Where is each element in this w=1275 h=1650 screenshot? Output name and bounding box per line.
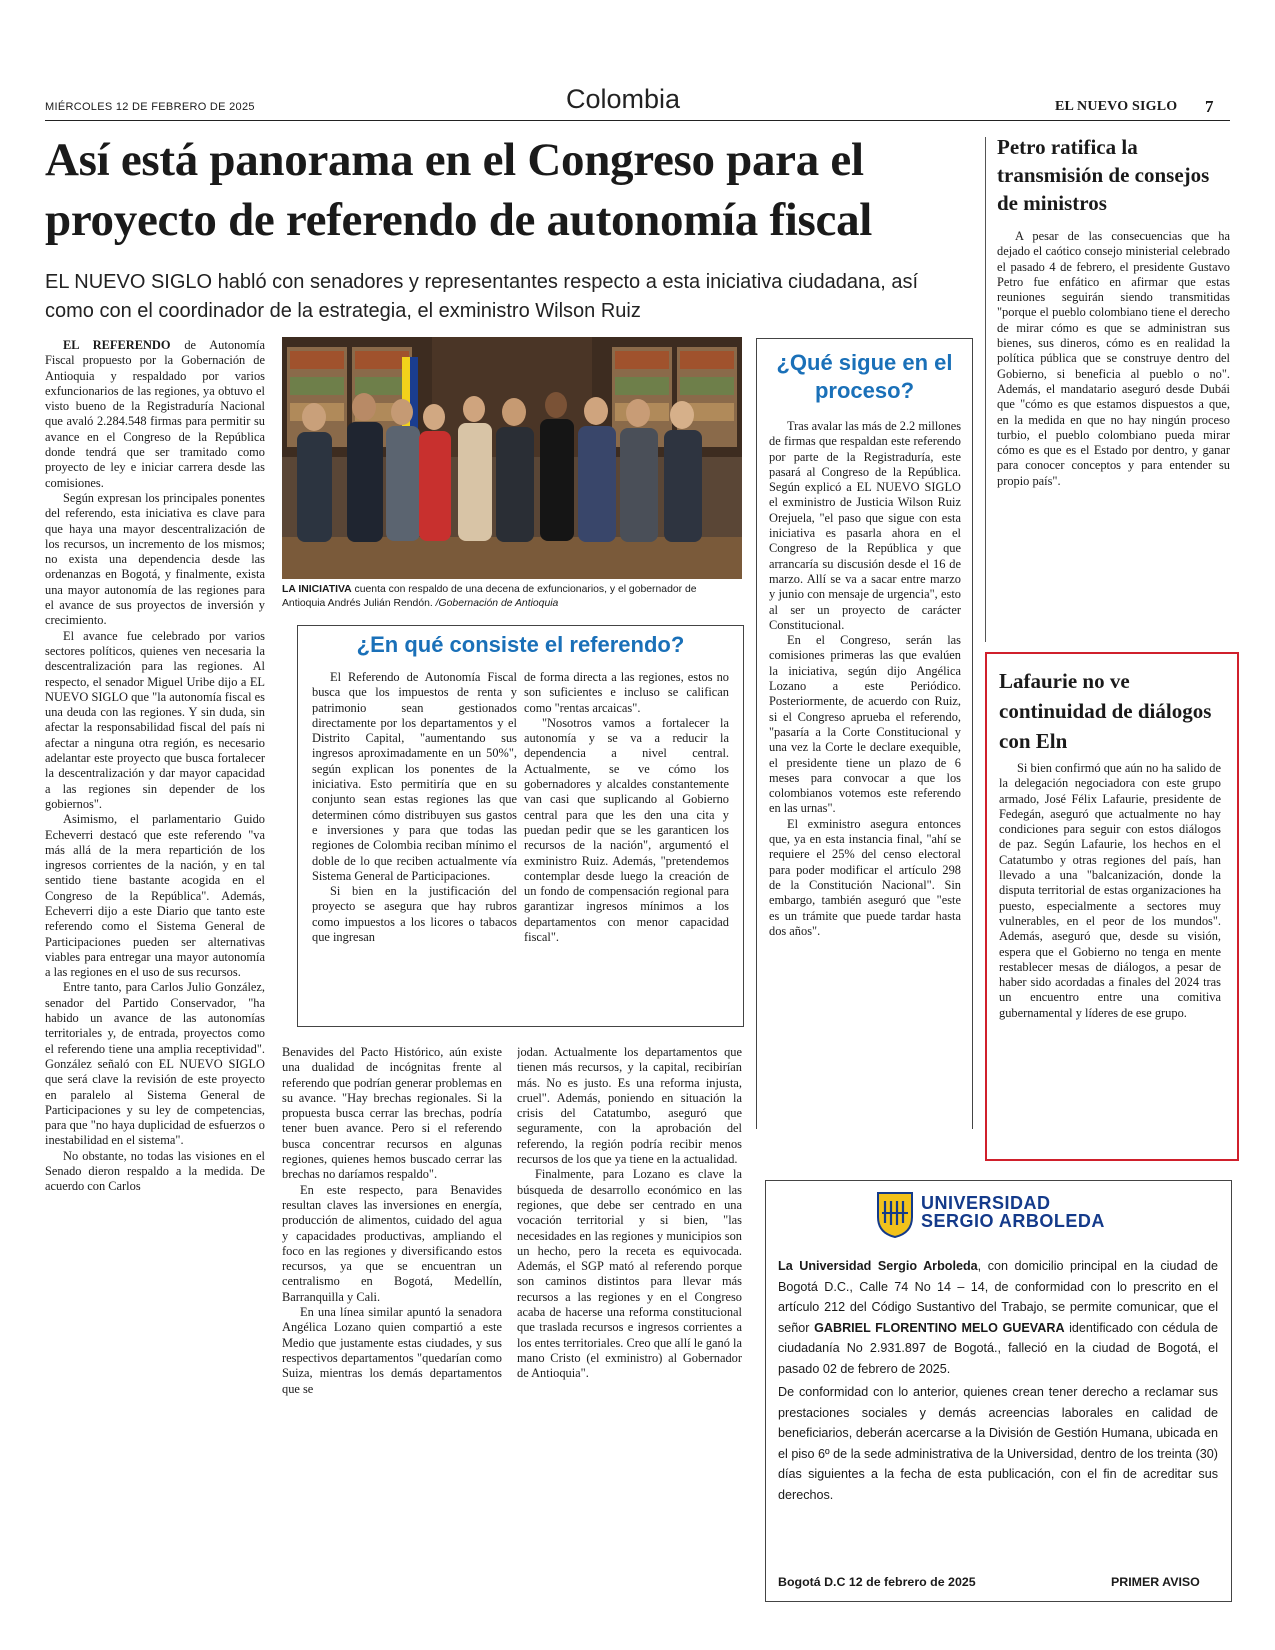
box-consiste-p4: "Nosotros vamos a fortalecer la autonomía y se va a reducir la dependencia a nivel central. Actualmente, se ve cómo los gobernadores y alcaldes constantemente van casi que suplicando al Gobierno central para que les den una cita y puedan pedir que se les garanticen los recursos de la nación", argumentó el exministro Ruiz. Además, "pretendemos contemplar desde luego la creación de un fondo de compensación regional para garantizar ingresos mínimos a los departamentos con menor capacidad fiscal".	[524, 715, 729, 945]
article-p6: No obstante, no todas las visiones en el Senado dieron respaldo a la medida. De acuerdo con Carlos	[45, 1148, 265, 1194]
group-photo	[282, 337, 742, 579]
notice-person: GABRIEL FLORENTINO MELO GUEVARA	[814, 1320, 1065, 1335]
notice-text-a: , con domicilio principal en la ciudad de Bogotá D.C., Calle 74 No 14 – 14, de conformidad con lo prescrito en el artículo 212 del Código Sustantivo del Trabajo, se permite comunicar, que el señor	[778, 1259, 1218, 1335]
article-column-3	[517, 1045, 742, 1545]
article-p3: El avance fue celebrado por varios sectores políticos, quienes ven necesaria la descentralización para las regiones. Al respecto, el senador Miguel Uribe dijo a EL NUEVO SIGLO que "la autonomía fiscal es una deuda con las regiones. Y sin duda, sin afectar la responsabilidad fiscal del país ni afectar a ninguna otra región, es necesario adelantar este proyecto que busca fortalecer la descentralización y dar mayor capacidad a las regiones sin depender de los gobiernos".	[45, 628, 265, 811]
box-consiste-col2	[524, 670, 729, 945]
box-consiste-title: ¿En qué consiste el referendo?	[356, 632, 685, 657]
notice-date: Bogotá D.C 12 de febrero de 2025	[778, 1575, 976, 1589]
article-p2: Según expresan los principales ponentes del referendo, esta iniciativa es clave para que haya una mayor descentralización de los recursos, un incremento de los mismos; no exista una dependencia desde las ordenanzas en Bogotá, y finalmente, exista una mayor autonomía de las regiones para el avance de sus proyectos de inversión y crecimiento.	[45, 490, 265, 628]
university-notice	[765, 1180, 1232, 1602]
box-sigue-text	[769, 419, 961, 939]
issue-date: MIÉRCOLES 12 DE FEBRERO DE 2025	[45, 101, 255, 113]
sidebar-lafaurie-title: Lafaurie no ve continuidad de diálogos con Eln	[999, 669, 1212, 753]
box-sigue	[756, 338, 973, 1129]
sidebar-lafaurie-text	[999, 761, 1221, 1021]
article-col3-p1: jodan. Actualmente los departamentos que tienen más recursos, y la capital, recibirían más. No es justo. Es una reforma injusta, cruel". Además, poniendo en situación la crisis del Catatumbo, aseguró que seguramente, con la aprobación del referendo, la región podría recibir menos recursos de los que ya tiene en la actualidad.	[517, 1045, 742, 1167]
notice-label: PRIMER AVISO	[1111, 1575, 1200, 1589]
box-consiste-p2: Si bien en la justificación del proyecto se asegura que hay rubros como impuestos a los licores o tabacos que ingresan	[312, 884, 517, 945]
sidebar-petro-text	[997, 229, 1230, 489]
notice-institution: La Universidad Sergio Arboleda	[778, 1259, 978, 1273]
article-col2-p3: En una línea similar apuntó la senadora Angélica Lozano quien compartió a este Medio que justamente estas ciudades, y sus respectivos departamentos "quedarían como Suiza, mientras los demás departamentos que se	[282, 1305, 502, 1396]
notice-paragraph-1	[778, 1256, 1218, 1379]
article-lead: EL REFERENDO	[63, 338, 171, 352]
header-rule	[45, 120, 1230, 121]
sidebar-petro-title: Petro ratifica la transmisión de consejos de ministros	[997, 135, 1210, 215]
box-consiste	[297, 625, 744, 1027]
article-col2-p2: En este respecto, para Benavides resultan claves las inversiones en energía, producción de alimentos, cuidado del agua y capacidades productivas, ampliando el foco en las regiones y diversificando estos recursos, ya que se encuentran un centralismo en Bogotá, Medellín, Barranquilla y Cali.	[282, 1182, 502, 1304]
notice-text-b: identificado con cédula de ciudadanía No 2.931.897 de Bogotá., falleció en la ciudad de Bogotá, el pasado 02 de febrero de 2025.	[778, 1320, 1218, 1376]
page-number: 7	[1205, 97, 1214, 116]
box-consiste-p3: de forma directa a las regiones, estos no son suficientes e incluso se califican como "rentas arcaicas".	[524, 670, 729, 715]
article-column-1	[45, 338, 265, 1538]
masthead: EL NUEVO SIGLO	[1055, 99, 1178, 114]
section-name: Colombia	[566, 84, 681, 114]
article-col2-p1: Benavides del Pacto Histórico, aún existe una dualidad de incógnitas frente al referendo que podrían generar problemas en su avance. "Hay brechas regionales. Si la propuesta busca cerrar las brechas, podría tener buen avance. Pero si el referendo busca concentrar recursos en algunas regiones, quienes hemos buscado cerrar las brechas no daríamos respaldo".	[282, 1045, 502, 1182]
group-photo-illustration	[282, 337, 742, 579]
sidebar-lafaurie-p1: Si bien confirmó que aún no ha salido de la delegación negociadora con este grupo armado, José Félix Lafaurie, presidente de Fedegán, aseguró que actualmente no hay condiciones para seguir con estos diálogos de paz. Según Lafaurie, los hechos en el Catatumbo y otras regiones del país, han llevado a una "balcanización, donde la disputa territorial de estas organizaciones ha puesto, especialmente a sectores muy vulnerables, en el peor de los mundos". Además, aseguró que, desde su visión, espera que el Gobierno no tenga en mente restablecer mesas de diálogos, a pesar de haber sido acordadas a finales del 2024 tras un encuentro entre una comitiva gubernamental y líderes de ese grupo.	[999, 761, 1221, 1020]
article-p4: Asimismo, el parlamentario Guido Echeverri destacó que este referendo "va más allá de la mera repartición de los ingresos corrientes de la nación, y en tal sentido tiene bastante acogida en el Congreso de la República". Además, Echeverri dijo a este Diario que tanto este referendo como el Sistema General de Participaciones pueden ser alternativas viables para entregar una mayor autonomía a las regiones en el uso de sus recursos.	[45, 812, 265, 980]
notice-paragraph-2: De conformidad con lo anterior, quienes crean tener derecho a reclamar sus prestaciones sociales y demás acreencias laborales en calidad de beneficiarios, deberán acercarse a la División de Gestión Humana, ubicada en el piso 6º de la sede administrativa de la Universidad, dentro de los treinta (30) días siguientes a la fecha de esta publicación, con el fin de acreditar sus derechos.	[778, 1385, 1218, 1502]
sidebar-lafaurie-box	[985, 652, 1239, 1161]
university-name-line1: UNIVERSIDAD	[921, 1193, 1051, 1213]
article-column-2	[282, 1045, 502, 1545]
box-consiste-col1	[312, 670, 517, 945]
sidebar-petro-p1: A pesar de las consecuencias que ha dejado el caótico consejo ministerial celebrado el pasado 4 de febrero, el presidente Gustavo Petro fue enfático en afirmar que estas reuniones seguirán siendo transmitidas "porque el pueblo colombiano tiene el derecho de mirar cómo es que se administran sus bienes, sus dineros, cómo es en realidad la política pública que se construye dentro del Gobierno, si beneficia al pueblo o no". Además, el mandatario aseguró desde Dubái que "cómo es que estamos dispuestos a que, en la medida en que no hay ningún proceso turbio, el pueblo colombiano pueda mirar cómo es que es el Estado por dentro, y ganar para conocer conceptos y para entender su propio país".	[997, 229, 1230, 488]
photo-caption	[282, 583, 742, 611]
main-headline: Así está panorama en el Congreso para el proyecto de referendo de autonomía fiscal	[45, 134, 873, 246]
main-subhead: EL NUEVO SIGLO habló con senadores y representantes respecto a esta iniciativa ciudadana, así como con el coordinador de la estrategia, el exministro Wilson Ruiz	[45, 271, 919, 322]
caption-text: cuenta con respaldo de una decena de exfuncionarios, y el gobernador de Antioquia Andrés Julián Rendón.	[282, 584, 697, 609]
box-consiste-p1: El Referendo de Autonomía Fiscal busca que los impuestos de renta y patrimonio sean gestionados directamente por los departamentos y el Distrito Capital, "aumentando sus ingresos aproximadamente en un 50%", según explican los ponentes de la iniciativa. Esto permitiría que en su conjunto sean estas regiones las que determinen cómo distribuyen sus gastos e inversiones y para que todas las regiones de Colombia reciban mínimo el doble de lo que reciben actualmente vía Sistema General de Participaciones.	[312, 670, 517, 883]
university-shield-icon	[876, 1191, 914, 1239]
box-sigue-p2: En el Congreso, serán las comisiones primeras las que evalúen la iniciativa, según dijo Angélica Lozano a este Periódico. Posteriormente, de acuerdo con Ruiz, si el Congreso aprueba el referendo, "pasaría a la Corte Constitucional y una vez la Corte le declare exequible, el presidente tiene un plazo de 6 meses para convocar a que los colombianos votemos este referendo en las urnas".	[769, 633, 961, 816]
caption-label: LA INICIATIVA	[282, 584, 352, 595]
box-sigue-title: ¿Qué sigue en el proceso?	[776, 350, 953, 403]
sidebar-rule	[985, 137, 986, 642]
article-col3-p2: Finalmente, para Lozano es clave la búsqueda de desarrollo económico en las regiones, que debe ser centrado en una vocación territorial y si bien, "las necesidades en las regiones y municipios son un hecho, pero la receta es equivocada. Además, el SGP mató al referendo porque son caminos distintos para llevar más recursos a las regiones y en el Congreso acaba de hacerse una reforma constitucional que traslada recursos e ingresos corrientes a los entes territoriales. Creo que allí le ganó la mano Cristo (el exministro) al Gobernador de Antioquia".	[517, 1167, 742, 1381]
caption-credit: /Gobernación de Antioquia	[432, 598, 559, 609]
box-sigue-p1: Tras avalar las más de 2.2 millones de firmas que respaldan este referendo por parte de la Registraduría, este pasará al Congreso de la República. Según explicó a EL NUEVO SIGLO el exministro de Justicia Wilson Ruiz Orejuela, "el paso que sigue con esta iniciativa es pasarla ahora en el Congreso de la República y que arrancaría su discusión desde el 16 de marzo. Allí se va a sacar entre marzo y junio con mensaje de urgencia", esto al ser un proyecto de carácter Constitucional.	[769, 419, 962, 632]
university-name-line2: SERGIO ARBOLEDA	[921, 1211, 1105, 1231]
box-sigue-p3: El exministro asegura entonces que, ya en esta instancia final, "ahí se requiere el 25% del censo electoral para poder modificar el artículo 298 de la Constitución Nacional". Sin embargo, también aseguró que "este es un trámite que puede tardar hasta dos años".	[769, 816, 961, 938]
article-p1: de Autonomía Fiscal propuesto por la Gobernación de Antioquia y respaldado por varios exfuncionarios de las regiones, ya obtuvo el visto bueno de la Registraduría Nacional que avaló 2.284.548 firmas para permitir su avance en el Congreso de la República donde tendrá que ser tramitado como proyecto de ley e iniciar carrera desde las comisiones.	[45, 338, 265, 490]
article-p5: Entre tanto, para Carlos Julio González, senador del Partido Conservador, "ha habido un avance de las autonomías territoriales y, de entrada, proyectos como el referendo tiene una amplia receptividad". González señaló con EL NUEVO SIGLO que será clave la revisión de este proyecto en paralelo al Sistema General de Participaciones y su ley de competencias, para que "no haya duplicidad de esfuerzos o inestabilidad en el sistema".	[45, 980, 265, 1148]
